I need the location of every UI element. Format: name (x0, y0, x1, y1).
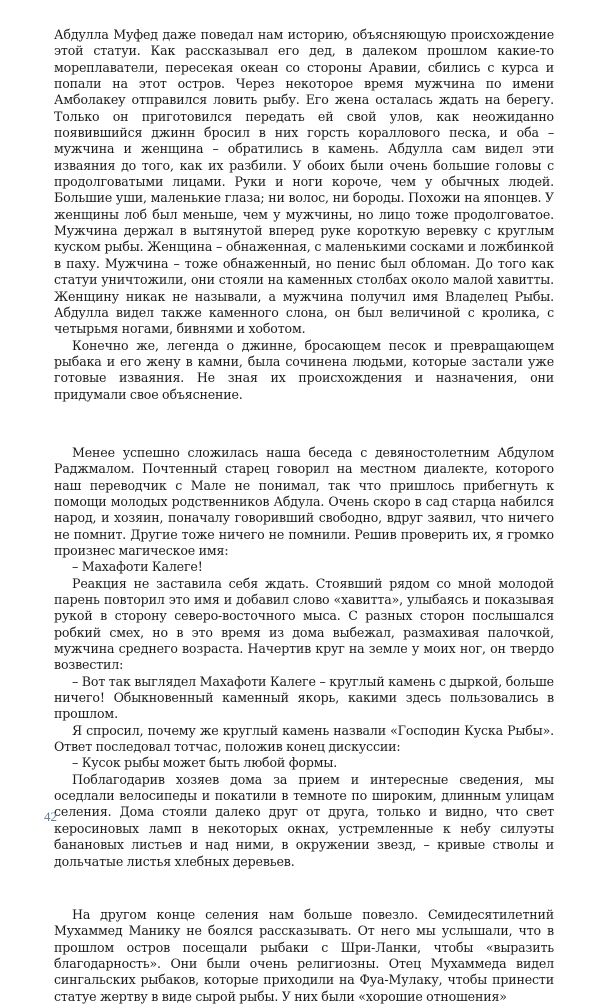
section-abdul-rajmal (54, 445, 554, 870)
dialogue-line: – Вот так выглядел Махафоти Калеге – круглый камень с дыркой, больше ничего! Обыкновенный каменный якорь, какими здесь пользовались в прошлом. (54, 673, 554, 722)
section-statue-legend (54, 27, 554, 403)
dialogue-line: – Махафоти Калеге! (72, 559, 203, 575)
section-spacer (54, 870, 554, 907)
paragraph: Реакция не заставила себя ждать. Стоявший рядом со мной молодой парень повторил это имя и добавил слово «хавитта», улыбаясь и показывая рукой в сторону северо-восточного мыса. С разных сторон послышался робкий смех, но в это время из дома выбежал, размахивая палочкой, мужчина среднего возраста. Начертив круг на земле у моих ног, он твердо возвестил: (54, 575, 554, 673)
paragraph: На другом конце селения нам больше повезло. Семидесятилетний Мухаммед Манику не боялся рассказывать. От него мы услышали, что в прошлом остров посещали рыбаки с Шри-Ланки, чтобы «выразить благодарность». Они были очень религиозны. Отец Мухаммеда видел сингальских рыбаков, которые приходили на Фуа-Мулаку, чтобы принести статуе жертву в виде сырой рыбы. У них были «хорошие отношения» (54, 906, 554, 1004)
paragraph: Абдулла Муфед даже поведал нам историю, объясняющую происхождение этой статуи. Как рассказывал его дед, в далеком прошлом какие-то мореплаватели, пересекая океан со стороны Аравии, сбились с курса и попали на этот остров. Через некоторое время мужчина по имени Амболакеу отправился ловить рыбу. Его жена осталась ждать на берегу. Только он приготовился передать ей свой улов, как неожиданно появившийся джинн бросил в них горсть кораллового песка, и оба – мужчина и женщина – обратились в камень. Абдулла сам видел эти изваяния до того, как их разбили. У обоих были очень большие головы с продолговатыми лицами. Руки и ноги короче, чем у обычных людей. Большие уши, маленькие глаза; ни волос, ни бороды. Похожи на японцев. У женщины лоб был меньше, чем у мужчины, но лицо тоже продолговатое. Мужчина держал в вытянутой вперед руке короткую веревку с круглым куском рыбы. Женщина – обнаженная, с маленькими сосками и ложбинкой в паху. Мужчина – тоже обнаженный, но пенис был обломан. До того как статуи уничтожили, они стояли на каменных столбах около малой хавитты. Женщину никак не называли, а мужчина получил имя Владелец Рыбы. Абдулла видел также каменного слона, он был величиной с кролика, с четырьмя ногами, бивнями и хоботом. (54, 27, 554, 337)
page-number: 42 (44, 809, 57, 824)
dialogue-line: – Кусок рыбы может быть любой формы. (72, 755, 338, 771)
paragraph: Я спросил, почему же круглый камень назвали «Господин Куска Рыбы». Ответ последовал тотчас, положив конец дискуссии: (54, 722, 554, 755)
section-spacer (54, 403, 554, 445)
section-muhammed-maniku (54, 907, 554, 1005)
paragraph: Поблагодарив хозяев дома за прием и интересные сведения, мы оседлали велосипеды и покатили в темноте по широким, длинным улицам селения. Дома стояли далеко друг от друга, только и видно, что свет керосиновых ламп в некоторых окнах, устремленные к небу силуэты банановых листьев и над ними, в окружении звезд, – кривые стволы и дольчатые листья хлебных деревьев. (54, 771, 554, 869)
book-page (54, 27, 554, 1005)
paragraph: Менее успешно сложилась наша беседа с девяностолетним Абдулом Раджмалом. Почтенный старец говорил на местном диалекте, которого наш переводчик с Мале не понимал, так что пришлось прибегнуть к помощи молодых родственников Абдула. Очень скоро в сад старца набился народ, и хозяин, поначалу говоривший свободно, вдруг заявил, что ничего не помнит. Другие тоже ничего не помнили. Решив проверить их, я громко произнес магическое имя: (54, 444, 554, 558)
paragraph: Конечно же, легенда о джинне, бросающем песок и превращающем рыбака и его жену в камни, была сочинена людьми, которые застали уже готовые изваяния. Не зная их происхождения и назначения, они придумали свое объяснение. (54, 337, 554, 402)
